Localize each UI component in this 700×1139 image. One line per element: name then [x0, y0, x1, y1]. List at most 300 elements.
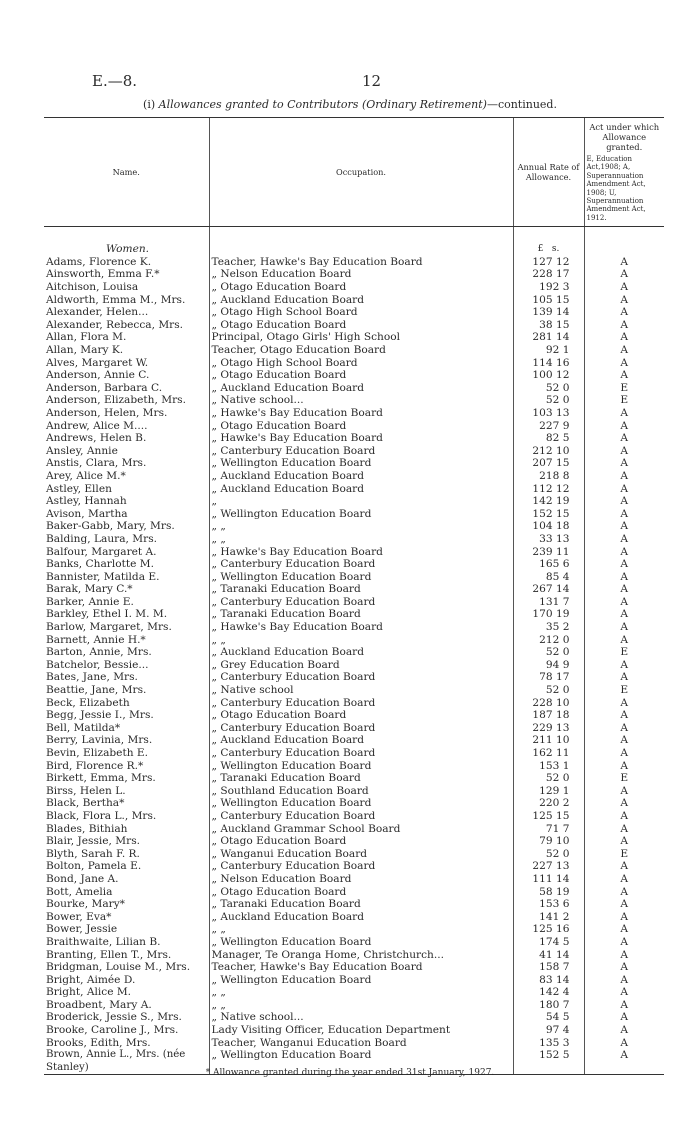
cell-rate: 153 1 [513, 760, 584, 773]
cell-name: Birkett, Emma, Mrs. [46, 772, 156, 785]
table-row [44, 810, 664, 823]
cell-rate: 228 10 [513, 697, 584, 710]
table-row [44, 760, 664, 773]
cell-act: A [584, 281, 664, 294]
table-row [44, 256, 664, 269]
cell-name: Allan, Mary K. [46, 344, 124, 356]
caption-prefix: (i) [143, 98, 156, 111]
cell-act: A [584, 760, 664, 773]
cell-name: Bates, Jane, Mrs. [46, 671, 138, 684]
table-caption [0, 98, 700, 111]
cell-occupation: „ Canterbury Education Board [209, 671, 513, 684]
cell-occupation: „ Otago Education Board [209, 369, 513, 382]
cell-rate: 139 14 [513, 306, 584, 319]
cell-rate: 97 4 [513, 1024, 584, 1037]
cell-act: A [584, 797, 664, 810]
cell-act: A [584, 483, 664, 496]
cell-rate: 103 13 [513, 407, 584, 420]
cell-name: Alexander, Rebecca, Mrs. [46, 318, 184, 331]
cell-act: A [584, 860, 664, 873]
cell-occupation: „ Auckland Education Board [209, 483, 513, 496]
table-row [44, 508, 664, 521]
cell-act: A [584, 659, 664, 672]
cell-name: Adams, Florence K. [46, 255, 152, 268]
cell-occupation: „ Southland Education Board [209, 785, 513, 798]
table-row [44, 848, 664, 861]
cell-occupation: „ Taranaki Education Board [209, 898, 513, 911]
cell-occupation: „ Taranaki Education Board [209, 608, 513, 621]
cell-name: Bannister, Matilda E. [46, 570, 160, 583]
cell-name: Branting, Ellen T., Mrs. [46, 948, 172, 961]
table-row [44, 495, 664, 508]
cell-rate: 78 17 [513, 671, 584, 684]
cell-name: Braithwaite, Lilian B. [46, 935, 161, 948]
cell-name: Aldworth, Emma M., Mrs. [46, 293, 186, 306]
cell-act: A [584, 986, 664, 999]
table-row [44, 394, 664, 407]
cell-occupation: „ Wanganui Education Board [209, 848, 513, 861]
table-row [44, 608, 664, 621]
cell-occupation: „ Otago Education Board [209, 709, 513, 722]
cell-name: Bower, Jessie [46, 923, 118, 936]
cell-name: Batchelor, Bessie... [46, 658, 149, 671]
table-row [44, 873, 664, 886]
table-row [44, 294, 664, 307]
cell-act: A [584, 936, 664, 949]
cell-occupation: „ Auckland Education Board [209, 382, 513, 395]
cell-occupation: „ Wellington Education Board [209, 1049, 513, 1075]
cell-rate: 83 14 [513, 974, 584, 987]
cell-act: E [584, 772, 664, 785]
cell-act: A [584, 445, 664, 458]
table-row [44, 886, 664, 899]
cell-name: Begg, Jessie I., Mrs. [46, 709, 154, 722]
cell-rate: 158 7 [513, 961, 584, 974]
cell-name: Bower, Eva* [46, 910, 112, 923]
cell-act: A [584, 621, 664, 634]
cell-rate: 85 4 [513, 571, 584, 584]
table-row [44, 936, 664, 949]
cell-act: A [584, 722, 664, 735]
table-row [44, 747, 664, 760]
table-row [44, 911, 664, 924]
table-row [44, 684, 664, 697]
cell-rate: 54 5 [513, 1011, 584, 1024]
cell-rate: 125 16 [513, 923, 584, 936]
cell-occupation: Teacher, Wanganui Education Board [209, 1037, 513, 1050]
cell-occupation: „ Taranaki Education Board [209, 583, 513, 596]
cell-rate: 127 12 [513, 256, 584, 269]
cell-name: Anderson, Helen, Mrs. [46, 406, 168, 419]
cell-name: Barnett, Annie H.* [46, 633, 146, 646]
table-row [44, 445, 664, 458]
cell-act: A [584, 823, 664, 836]
table-row [44, 382, 664, 395]
col-header-name: Name. [44, 118, 209, 227]
cell-occupation: „ Canterbury Education Board [209, 697, 513, 710]
cell-occupation: „ [209, 495, 513, 508]
table-row [44, 835, 664, 848]
table-row [44, 646, 664, 659]
table-row [44, 986, 664, 999]
cell-occupation: „ Otago High School Board [209, 357, 513, 370]
cell-rate: 239 11 [513, 546, 584, 559]
table-row [44, 734, 664, 747]
cell-rate: 218 8 [513, 470, 584, 483]
cell-name: Banks, Charlotte M. [46, 558, 154, 571]
cell-rate: 152 15 [513, 508, 584, 521]
cell-rate: 170 19 [513, 608, 584, 621]
cell-rate: 71 7 [513, 823, 584, 836]
cell-rate: 281 14 [513, 331, 584, 344]
cell-occupation: „ Native school... [209, 394, 513, 407]
cell-occupation: „ Canterbury Education Board [209, 445, 513, 458]
table-row [44, 583, 664, 596]
table-row [44, 483, 664, 496]
table-row [44, 923, 664, 936]
cell-act: A [584, 974, 664, 987]
cell-name: Balfour, Margaret A. [46, 545, 157, 558]
cell-rate: 229 13 [513, 722, 584, 735]
table-row [44, 722, 664, 735]
cell-act: A [584, 432, 664, 445]
cell-name: Bourke, Mary* [46, 898, 125, 911]
cell-rate: 142 4 [513, 986, 584, 999]
table-row [44, 344, 664, 357]
cell-occupation: „ Auckland Education Board [209, 470, 513, 483]
cell-occupation: „ Otago Education Board [209, 420, 513, 433]
cell-name: Bright, Aimée D. [46, 973, 136, 986]
cell-name: Bright, Alice M. [46, 986, 132, 999]
cell-name: Brown, Annie L., Mrs. (née Stanley) [44, 1049, 209, 1075]
col-header-rate: Annual Rate of Allowance. [513, 118, 584, 227]
cell-occupation: „ Canterbury Education Board [209, 860, 513, 873]
cell-name: Barker, Annie E. [46, 595, 134, 608]
cell-occupation: Teacher, Hawke's Bay Education Board [209, 256, 513, 269]
table-row [44, 974, 664, 987]
table-row [44, 671, 664, 684]
cell-name: Bolton, Pamela E. [46, 860, 142, 873]
cell-rate: 104 18 [513, 520, 584, 533]
cell-occupation: „ Otago Education Board [209, 835, 513, 848]
cell-name: Blair, Jessie, Mrs. [46, 835, 141, 848]
cell-rate: 58 19 [513, 886, 584, 899]
table-row [44, 898, 664, 911]
cell-rate: 165 6 [513, 558, 584, 571]
cell-rate: 131 7 [513, 596, 584, 609]
cell-occupation: „ Hawke's Bay Education Board [209, 432, 513, 445]
cell-name: Barkley, Ethel I. M. M. [46, 608, 168, 621]
cell-name: Andrew, Alice M.... [46, 419, 148, 432]
cell-act: A [584, 999, 664, 1012]
cell-name: Ansley, Annie [46, 444, 118, 457]
cell-occupation: „ Canterbury Education Board [209, 558, 513, 571]
cell-act: A [584, 546, 664, 559]
currency-pounds: £ [537, 244, 544, 255]
cell-act: A [584, 294, 664, 307]
cell-name: Barton, Annie, Mrs. [46, 646, 152, 659]
cell-act: A [584, 949, 664, 962]
cell-name: Bridgman, Louise M., Mrs. [46, 961, 191, 974]
cell-act: A [584, 457, 664, 470]
cell-act: A [584, 873, 664, 886]
cell-rate: 82 5 [513, 432, 584, 445]
cell-act: A [584, 709, 664, 722]
cell-name: Avison, Martha [46, 507, 128, 520]
table-row [44, 860, 664, 873]
cell-occupation: „ Canterbury Education Board [209, 747, 513, 760]
cell-rate: 220 2 [513, 797, 584, 810]
cell-occupation: „ „ [209, 923, 513, 936]
cell-rate: 79 10 [513, 835, 584, 848]
cell-name: Bird, Florence R.* [46, 759, 144, 772]
cell-rate: 35 2 [513, 621, 584, 634]
cell-act: A [584, 256, 664, 269]
table-row [44, 961, 664, 974]
cell-act: A [584, 911, 664, 924]
cell-rate: 135 3 [513, 1037, 584, 1050]
cell-act: A [584, 1049, 664, 1075]
cell-rate: 100 12 [513, 369, 584, 382]
cell-act: A [584, 407, 664, 420]
cell-act: A [584, 634, 664, 647]
table-row [44, 999, 664, 1012]
cell-name: Brooke, Caroline J., Mrs. [46, 1024, 179, 1037]
cell-act: A [584, 596, 664, 609]
cell-act: A [584, 495, 664, 508]
cell-rate: 142 19 [513, 495, 584, 508]
cell-occupation: „ Otago Education Board [209, 886, 513, 899]
cell-occupation: „ Canterbury Education Board [209, 596, 513, 609]
section-row [44, 227, 664, 256]
table-row [44, 407, 664, 420]
cell-act: A [584, 357, 664, 370]
cell-act: A [584, 508, 664, 521]
cell-act: A [584, 1024, 664, 1037]
cell-name: Black, Bertha* [46, 797, 125, 810]
cell-rate: 227 13 [513, 860, 584, 873]
cell-act: A [584, 344, 664, 357]
cell-occupation: „ Wellington Education Board [209, 457, 513, 470]
cell-name: Aitchison, Louisa [46, 281, 139, 294]
cell-occupation: „ „ [209, 986, 513, 999]
cell-occupation: „ „ [209, 634, 513, 647]
cell-rate: 114 16 [513, 357, 584, 370]
cell-act: A [584, 810, 664, 823]
cell-name: Arey, Alice M.* [46, 469, 126, 482]
caption-suffix: —continued. [486, 98, 557, 111]
cell-occupation: „ Auckland Education Board [209, 294, 513, 307]
cell-occupation: „ Hawke's Bay Education Board [209, 407, 513, 420]
cell-rate: 228 17 [513, 268, 584, 281]
cell-occupation: Manager, Te Oranga Home, Christchurch... [209, 949, 513, 962]
cell-occupation: „ Native school [209, 684, 513, 697]
cell-name: Barlow, Margaret, Mrs. [46, 621, 172, 634]
cell-act: A [584, 697, 664, 710]
cell-occupation: „ Hawke's Bay Education Board [209, 546, 513, 559]
table-row [44, 306, 664, 319]
cell-occupation: Lady Visiting Officer, Education Department [209, 1024, 513, 1037]
cell-rate: 52 0 [513, 382, 584, 395]
cell-act: A [584, 520, 664, 533]
table-row [44, 823, 664, 836]
cell-rate: 212 0 [513, 634, 584, 647]
cell-occupation: „ Auckland Grammar School Board [209, 823, 513, 836]
cell-name: Broadbent, Mary A. [46, 998, 152, 1011]
cell-name: Anderson, Elizabeth, Mrs. [46, 394, 186, 407]
table-row [44, 520, 664, 533]
cell-rate: 187 18 [513, 709, 584, 722]
cell-name: Birss, Helen L. [46, 784, 126, 797]
cell-act: A [584, 470, 664, 483]
cell-name: Anderson, Barbara C. [46, 381, 163, 394]
cell-act: A [584, 268, 664, 281]
table-row [44, 772, 664, 785]
cell-act: A [584, 369, 664, 382]
cell-rate: 112 12 [513, 483, 584, 496]
cell-rate: 92 1 [513, 344, 584, 357]
table-row [44, 558, 664, 571]
act-title: Act under which Allowance granted. [589, 122, 660, 152]
cell-act: A [584, 961, 664, 974]
cell-act: A [584, 1037, 664, 1050]
cell-act: A [584, 734, 664, 747]
cell-name: Bond, Jane A. [46, 872, 119, 885]
cell-name: Astley, Hannah [46, 495, 127, 508]
cell-rate: 192 3 [513, 281, 584, 294]
footnote: * Allowance granted during the year ended 31st January, 1927. [205, 1068, 495, 1078]
table-row [44, 470, 664, 483]
cell-name: Broderick, Jessie S., Mrs. [46, 1011, 182, 1024]
table-row [44, 319, 664, 332]
table-row [44, 621, 664, 634]
cell-name: Bevin, Elizabeth E. [46, 747, 148, 759]
cell-act: A [584, 583, 664, 596]
cell-occupation: „ Grey Education Board [209, 659, 513, 672]
cell-act: E [584, 848, 664, 861]
cell-occupation: „ „ [209, 999, 513, 1012]
table-row [44, 1024, 664, 1037]
cell-name: Beck, Elizabeth [46, 696, 130, 709]
cell-act: A [584, 331, 664, 344]
table-row [44, 709, 664, 722]
cell-act: E [584, 382, 664, 395]
page-number: 12 [362, 72, 382, 90]
table-row [44, 457, 664, 470]
currency-shillings: s. [551, 244, 560, 255]
table-row [44, 533, 664, 546]
cell-act: A [584, 558, 664, 571]
cell-occupation: Teacher, Hawke's Bay Education Board [209, 961, 513, 974]
cell-rate: 38 15 [513, 319, 584, 332]
cell-act: A [584, 420, 664, 433]
table-row [44, 697, 664, 710]
cell-rate: 52 0 [513, 684, 584, 697]
cell-rate: 52 0 [513, 394, 584, 407]
cell-rate: 33 13 [513, 533, 584, 546]
cell-name: Balding, Laura, Mrs. [46, 532, 158, 545]
cell-rate: 162 11 [513, 747, 584, 760]
cell-name: Anstis, Clara, Mrs. [46, 457, 147, 470]
cell-act: E [584, 684, 664, 697]
cell-rate: 211 10 [513, 734, 584, 747]
cell-occupation: „ „ [209, 520, 513, 533]
cell-name: Baker-Gabb, Mary, Mrs. [46, 520, 175, 533]
cell-act: A [584, 898, 664, 911]
cell-rate: 52 0 [513, 772, 584, 785]
cell-name: Brooks, Edith, Mrs. [46, 1036, 151, 1049]
report-code: E.—8. [92, 72, 138, 90]
cell-act: A [584, 533, 664, 546]
cell-rate: 141 2 [513, 911, 584, 924]
cell-rate: 52 0 [513, 848, 584, 861]
act-legend: E, Education Act,1908; A, Superannuation Amendment Act, 1908; U, Superannuation Amendment Act, 1912. [586, 155, 646, 222]
cell-name: Bott, Amelia [46, 885, 113, 898]
cell-occupation: „ Otago Education Board [209, 281, 513, 294]
cell-act: A [584, 785, 664, 798]
cell-name: Allan, Flora M. [46, 331, 127, 344]
cell-name: Andrews, Helen B. [46, 432, 147, 445]
cell-rate: 129 1 [513, 785, 584, 798]
cell-occupation: „ „ [209, 533, 513, 546]
table-row [44, 357, 664, 370]
cell-occupation: „ Auckland Education Board [209, 734, 513, 747]
table-row [44, 1011, 664, 1024]
cell-name: Blades, Bithiah [46, 822, 128, 835]
cell-act: A [584, 886, 664, 899]
cell-rate: 212 10 [513, 445, 584, 458]
table-row [44, 634, 664, 647]
cell-rate: 52 0 [513, 646, 584, 659]
cell-occupation: „ Wellington Education Board [209, 936, 513, 949]
table-row [44, 420, 664, 433]
cell-rate: 227 9 [513, 420, 584, 433]
table-header-row [44, 118, 664, 227]
cell-rate: 152 5 [513, 1049, 584, 1075]
cell-occupation: „ Wellington Education Board [209, 571, 513, 584]
table-row [44, 949, 664, 962]
cell-name: Astley, Ellen [46, 482, 112, 495]
table-row [44, 1037, 664, 1050]
cell-occupation: „ Wellington Education Board [209, 974, 513, 987]
cell-occupation: „ Taranaki Education Board [209, 772, 513, 785]
cell-occupation: „ Wellington Education Board [209, 760, 513, 773]
cell-name: Bell, Matilda* [46, 721, 121, 734]
cell-occupation: „ Nelson Education Board [209, 873, 513, 886]
cell-name: Berry, Lavinia, Mrs. [46, 734, 153, 747]
cell-act: A [584, 1011, 664, 1024]
cell-name: Beattie, Jane, Mrs. [46, 684, 147, 697]
cell-occupation: „ Otago Education Board [209, 319, 513, 332]
table-row [44, 659, 664, 672]
currency-units [513, 227, 584, 256]
cell-rate: 111 14 [513, 873, 584, 886]
cell-name: Alves, Margaret W. [46, 356, 149, 369]
cell-occupation: „ Wellington Education Board [209, 508, 513, 521]
cell-rate: 153 6 [513, 898, 584, 911]
cell-occupation: Teacher, Otago Education Board [209, 344, 513, 357]
allowances-table [44, 117, 664, 1075]
cell-act: A [584, 747, 664, 760]
cell-name: Anderson, Annie C. [46, 369, 150, 382]
cell-name: Ainsworth, Emma F.* [46, 268, 160, 281]
cell-act: A [584, 306, 664, 319]
cell-name: Alexander, Helen... [46, 306, 149, 319]
cell-name: Barak, Mary C.* [46, 583, 133, 596]
table-row [44, 571, 664, 584]
col-header-occupation: Occupation. [209, 118, 513, 227]
cell-occupation: „ Otago High School Board [209, 306, 513, 319]
